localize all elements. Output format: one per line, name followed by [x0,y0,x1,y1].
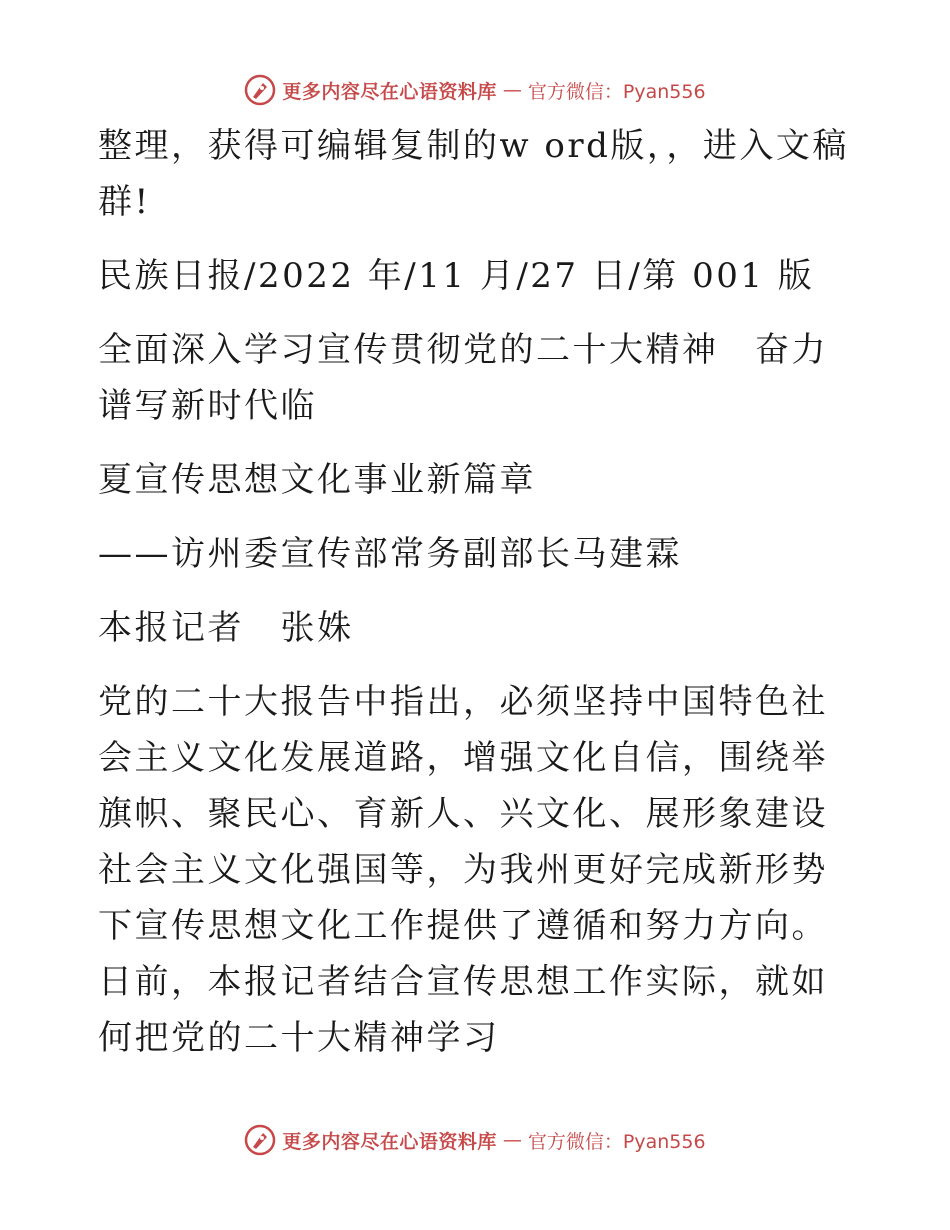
pen-nib-logo-icon [244,74,276,106]
paragraph-body: 党的二十大报告中指出，必须坚持中国特色社会主义文化发展道路，增强文化自信，围绕举旗帜、聚民心、育新人、兴文化、展形象建设社会主义文化强国等，为我州更好完成新形势下宣传思想文化工作提供了遵循和努力方向。日前，本报记者结合宣传思想工作实际，就如何把党的二十大精神学习 [98,682,828,1058]
document-body [98,118,858,1084]
paragraph-title-line2: 夏宣传思想文化事业新篇章 [98,460,536,500]
footer-banner [0,1120,950,1160]
banner-wechat: 官方微信：Pyan556 [527,80,706,103]
paragraph-source: 民族日报/2022 年/11 月/27 日/第 001 版 [98,256,815,296]
paragraph-subtitle: ——访州委宣传部常务副部长马建霖 [98,534,682,574]
header-banner [0,70,950,110]
banner-separator: — [502,1129,522,1151]
banner-wechat: 官方微信：Pyan556 [527,1130,706,1153]
pen-nib-logo-icon [244,1124,276,1156]
paragraph-intro: 整理，获得可编辑复制的w ord版，，进入文稿群! [98,126,849,222]
banner-text: 更多内容尽在心语资料库 [282,80,497,103]
banner-text: 更多内容尽在心语资料库 [282,1130,497,1153]
paragraph-byline: 本报记者 张姝 [98,608,354,648]
paragraph-title-line1: 全面深入学习宣传贯彻党的二十大精神 奋力谱写新时代临 [98,330,828,426]
banner-separator: — [502,79,522,101]
